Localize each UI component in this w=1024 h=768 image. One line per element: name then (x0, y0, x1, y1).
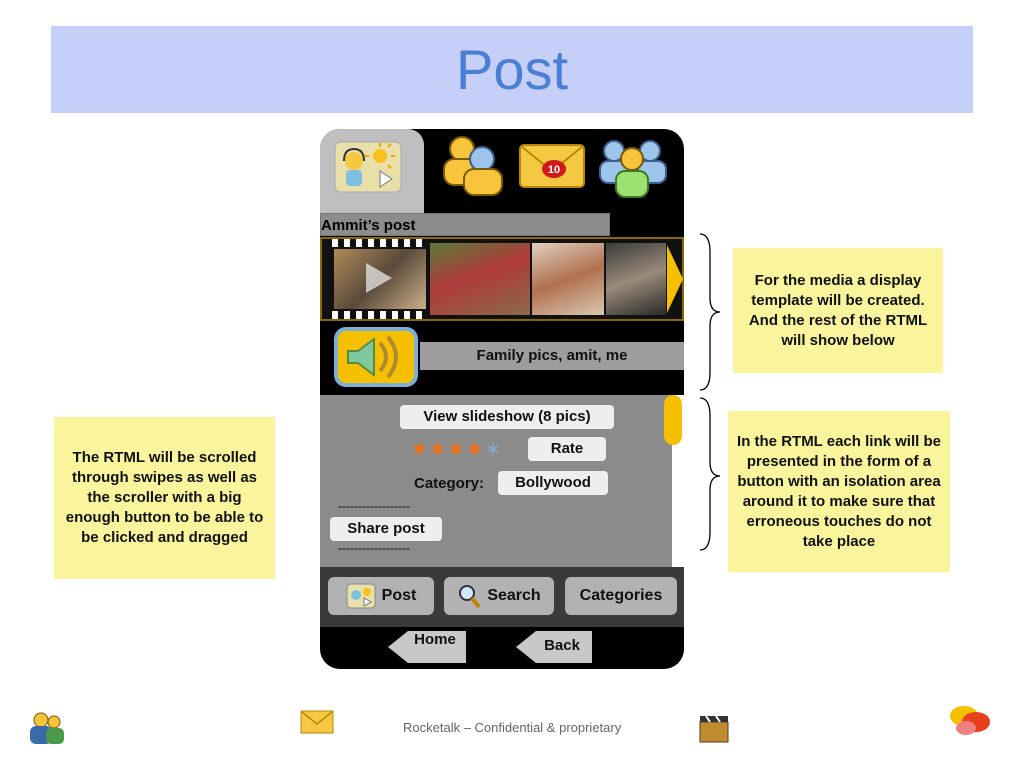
nav-categories-label: Categories (579, 587, 663, 604)
note-scrolling: The RTML will be scrolled through swipes as well as the scroller with a big enough button to be able to be clicked and dragged (54, 417, 275, 579)
bottom-nav (320, 567, 684, 627)
post-icon (346, 583, 376, 609)
arrow-right-icon[interactable] (666, 243, 684, 315)
star-filled-icon: ✶ (446, 437, 466, 462)
star-empty-icon: ✶ (483, 437, 503, 462)
back-button-label[interactable]: Back (544, 637, 580, 654)
media-strip[interactable] (320, 237, 684, 321)
film-perforation-bottom (332, 311, 428, 319)
chat-bubbles-logo-icon (946, 700, 994, 742)
slide-title: Post (455, 38, 569, 101)
brace-media (696, 232, 726, 392)
mail-notification-icon (518, 139, 588, 191)
home-button-label[interactable]: Home (414, 631, 456, 648)
media-thumbnail[interactable] (606, 243, 666, 315)
nav-categories-button[interactable] (565, 577, 677, 615)
divider-bottom: ------------------ (338, 541, 410, 555)
phone-mockup (320, 129, 684, 669)
play-icon (364, 261, 394, 295)
group-people-icon (596, 133, 670, 199)
category-value-button[interactable]: Bollywood (498, 471, 608, 495)
film-frame (332, 239, 428, 319)
brace-buttons (696, 396, 726, 556)
mail-badge: 10 (547, 164, 561, 176)
nav-search-label: Search (487, 587, 541, 604)
note-buttons-isolation: In the RTML each link will be presented in the form of a button with an isolation area around it to make sure that erroneous touches do not take place (728, 411, 950, 572)
scrollbar-thumb[interactable] (664, 395, 682, 445)
star-filled-icon: ✶ (428, 437, 447, 462)
footer-text: Rocketalk – Confidential & proprietary (403, 720, 622, 735)
star-filled-icon: ✶ (410, 437, 429, 462)
film-perforation-top (332, 239, 428, 247)
category-label: Category: (414, 475, 485, 492)
share-post-button[interactable]: Share post (330, 517, 442, 541)
star-rating[interactable] (410, 437, 502, 463)
tab-friends[interactable] (436, 133, 508, 204)
nav-search-button[interactable] (444, 577, 554, 615)
speaker-icon (338, 331, 414, 383)
media-thumbnail[interactable] (532, 243, 604, 315)
divider-top: ------------------ (338, 499, 410, 513)
nav-post-button[interactable] (328, 577, 434, 615)
tab-groups[interactable] (596, 133, 670, 204)
audio-button[interactable] (334, 327, 418, 387)
post-content-area[interactable] (320, 395, 672, 567)
tab-messages[interactable] (518, 139, 588, 196)
people-logo-icon (26, 708, 66, 748)
nav-post-label: Post (381, 587, 417, 604)
star-filled-icon: ✶ (465, 437, 484, 462)
clapperboard-icon (698, 712, 730, 744)
tab-profile[interactable] (334, 141, 402, 198)
profile-sun-play-icon (334, 141, 402, 193)
search-icon (457, 583, 481, 609)
two-people-icon (436, 133, 508, 199)
note-media-template: For the media a display template will be created. And the rest of the RTML will show below (733, 248, 943, 373)
post-header: Ammit’s post (320, 213, 610, 236)
media-thumbnail[interactable] (430, 243, 530, 315)
mail-logo-icon (300, 710, 334, 734)
view-slideshow-button[interactable]: View slideshow (8 pics) (400, 405, 614, 429)
post-caption: Family pics, amit, me (420, 342, 684, 370)
rate-button[interactable]: Rate (528, 437, 606, 461)
